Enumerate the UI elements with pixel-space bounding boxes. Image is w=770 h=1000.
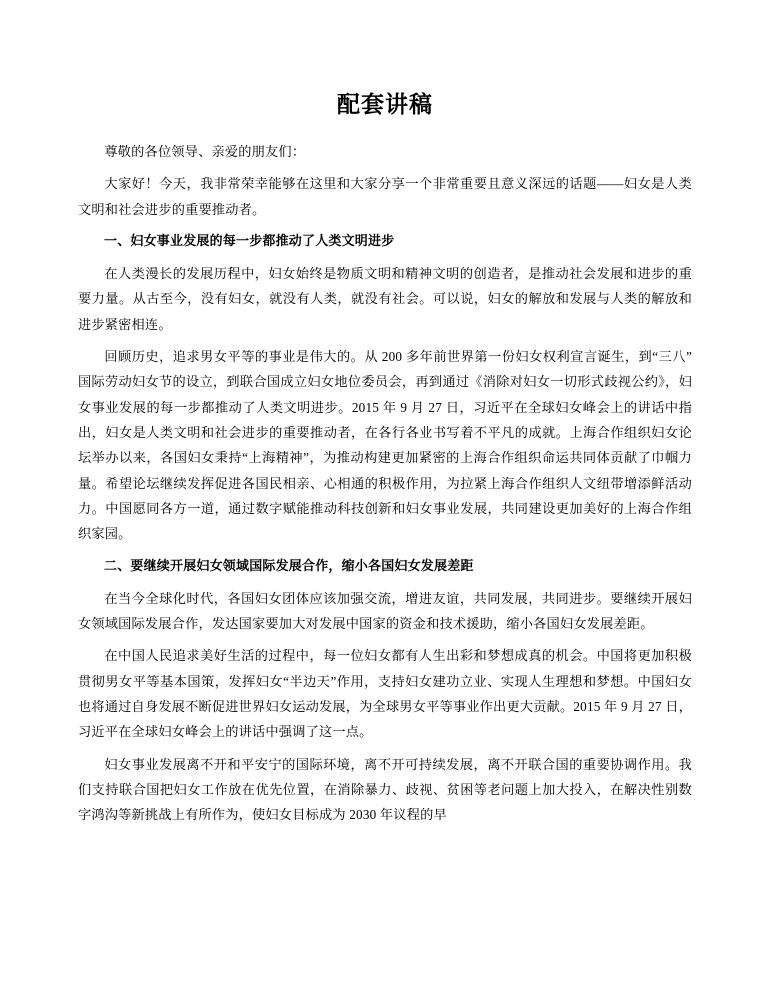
paragraph-section1-2: 回顾历史，追求男女平等的事业是伟大的。从 200 多年前世界第一份妇女权利宣言诞生，到“三八”国际劳动妇女节的设立，到联合国成立妇女地位委员会，再到通过《消除对妇女一切形式歧视公约》，妇女事业发展的每一步都推动了人类文明进步。2015 年 9 月 27 日，习近平在全球妇女峰会上的讲话中指出，妇女是人类文明和社会进步的重要推动者，在各行各业书写着不平凡的成就。上海合作组织妇女论坛举办以来，各国妇女秉持“上海精神”，为推动构建更加紧密的上海合作组织命运共同体贡献了巾帼力量。希望论坛继续发挥促进各国民相亲、心相通的积极作用，为拉紧上海合作组织人文纽带增添鲜活动力。中国愿同各方一道，通过数字赋能推动科技创新和妇女事业发展，共同建设更加美好的上海合作组织家园。	[78, 349, 692, 542]
section-heading-one: 一、妇女事业发展的每一步都推动了人类文明进步	[104, 233, 395, 249]
page-title: 配套讲稿	[337, 91, 433, 117]
section-heading-two: 二、要继续开展妇女领域国际发展合作，缩小各国妇女发展差距	[104, 557, 474, 573]
document-body	[78, 139, 692, 828]
paragraph-intro: 大家好！今天，我非常荣幸能够在这里和大家分享一个非常重要且意义深远的话题——妇女是人类文明和社会进步的重要推动者。	[78, 176, 692, 217]
paragraph-section2-1: 在当今全球化时代，各国妇女团体应该加强交流，增进友谊，共同发展，共同进步。要继续开展妇女领域国际发展合作，发达国家要加大对发展中国家的资金和技术援助，缩小各国妇女发展差距。	[78, 590, 692, 632]
paragraph-section2-2: 在中国人民追求美好生活的过程中，每一位妇女都有人生出彩和梦想成真的机会。中国将更加积极贯彻男女平等基本国策，发挥妇女“半边天”作用，支持妇女建功立业、实现人生理想和梦想。中国妇女也将通过自身发展不断促进世界妇女运动发展，为全球男女平等事业作出更大贡献。2015 年 9 月 27 日，习近平在全球妇女峰会上的讲话中强调了这一点。	[78, 648, 692, 740]
paragraph-salutation: 尊敬的各位领导、亲爱的朋友们：	[104, 144, 306, 159]
paragraph-section2-3: 妇女事业发展离不开和平安宁的国际环境，离不开可持续发展，离不开联合国的重要协调作用。我们支持联合国把妇女工作放在优先位置，在消除暴力、歧视、贫困等老问题上加大投入，在解决性别数字鸿沟等新挑战上有所作为，使妇女目标成为 2030 年议程的早	[78, 756, 692, 823]
paragraph-section1-1: 在人类漫长的发展历程中，妇女始终是物质文明和精神文明的创造者，是推动社会发展和进步的重要力量。从古至今，没有妇女，就没有人类，就没有社会。可以说，妇女的解放和发展与人类的解放和进步紧密相连。	[78, 265, 692, 332]
